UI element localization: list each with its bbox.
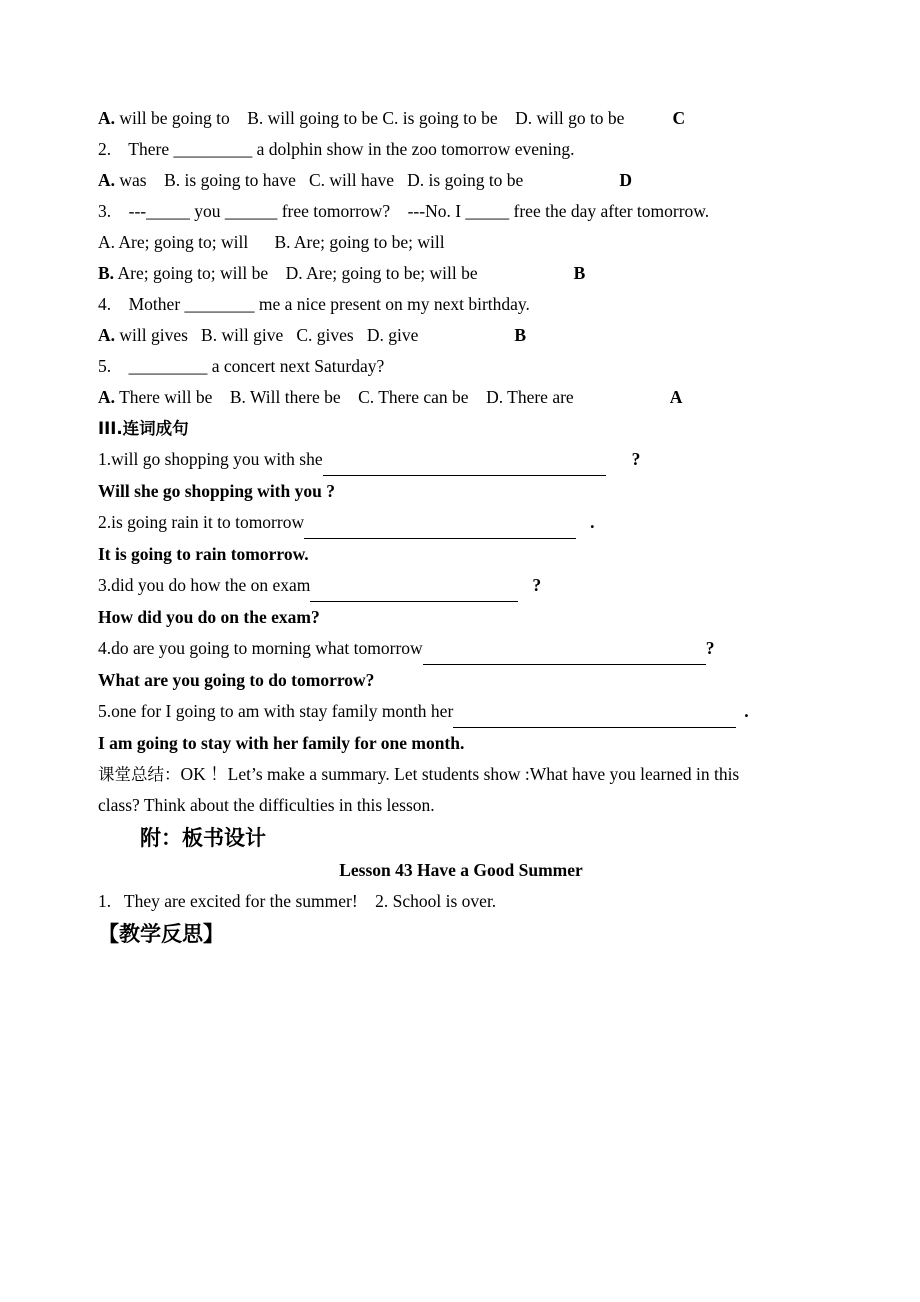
blackboard-design-text: 附：板书设计: [140, 826, 266, 850]
option-a-label-5: A.: [98, 387, 116, 407]
answer-4: B: [514, 325, 527, 345]
answer-1: C: [672, 108, 686, 128]
scramble-1-punct: ?: [631, 449, 641, 469]
section-heading-3-text: III.连词成句: [98, 419, 189, 438]
document-body: [98, 103, 824, 951]
scramble-5-blank: [453, 696, 736, 728]
lesson-title: Lesson 43 Have a Good Summer: [339, 860, 583, 880]
scramble-3-text: 3.did you do how the on exam: [98, 575, 311, 595]
question-2: 2. There _________ a dolphin show in the zoo tomorrow evening.: [98, 139, 575, 159]
scramble-4-answer-text: What are you going to do tomorrow?: [98, 670, 375, 690]
option-b-label-3: B.: [98, 263, 115, 283]
scramble-3-punct: ?: [532, 575, 542, 595]
reflection-heading-text: 【教学反思】: [98, 922, 224, 946]
scramble-4-answer: [98, 665, 824, 696]
blackboard-sentences: 1. They are excited for the summer! 2. School is over.: [98, 891, 497, 911]
answer-3: B: [573, 263, 586, 283]
scramble-5: [98, 696, 824, 728]
scramble-5-answer-text: I am going to stay with her family for one month.: [98, 733, 465, 753]
summary-paragraph: [98, 759, 824, 790]
question-5: 5. _________ a concert next Saturday?: [98, 356, 385, 376]
scramble-1-answer-text: Will she go shopping with you ?: [98, 481, 335, 501]
options-3b-text: Are; going to; will be D. Are; going to be; will be: [114, 263, 478, 283]
question-3: 3. ---_____ you ______ free tomorrow? ---No. I _____ free the day after tomorrow.: [98, 201, 710, 221]
scramble-2: [98, 507, 824, 539]
options-5: [98, 382, 824, 413]
options-4: [98, 320, 824, 351]
options-2-text: was B. is going to have C. will have D. is going to be: [115, 170, 524, 190]
scramble-3-blank: [310, 570, 518, 602]
scramble-4-punct: ?: [705, 638, 715, 658]
scramble-4-blank: [423, 633, 706, 665]
scramble-4-text: 4.do are you going to morning what tomorrow: [98, 638, 423, 658]
summary-text: OK ！Let’s make a summary. Let students show :What have you learned in this: [180, 764, 740, 784]
scramble-2-answer-text: It is going to rain tomorrow.: [98, 544, 309, 564]
answer-option-line-1: [98, 103, 824, 134]
option-a-label: A.: [98, 108, 116, 128]
scramble-3-answer: [98, 602, 824, 633]
options-3b: [98, 258, 824, 289]
scramble-5-text: 5.one for I going to am with stay family month her: [98, 701, 454, 721]
scramble-2-answer: [98, 539, 824, 570]
scramble-1-answer: [98, 476, 824, 507]
scramble-3-answer-text: How did you do on the exam?: [98, 607, 320, 627]
scramble-5-punct: .: [744, 701, 749, 721]
scramble-2-blank: [304, 507, 576, 539]
option-a-label-2: A.: [98, 170, 116, 190]
reflection-heading: [98, 917, 824, 951]
scramble-1-text: 1.will go shopping you with she: [98, 449, 323, 469]
section-heading-3: [98, 413, 824, 444]
scramble-4: [98, 633, 824, 665]
answer-5: A: [669, 387, 683, 407]
scramble-1: [98, 444, 824, 476]
scramble-5-answer: [98, 728, 824, 759]
summary-paragraph-cont: class? Think about the difficulties in this lesson.: [98, 795, 435, 815]
answer-2: D: [619, 170, 632, 190]
scramble-2-punct: .: [590, 512, 595, 532]
options-4-text: will gives B. will give C. gives D. give: [115, 325, 419, 345]
options-2: [98, 165, 824, 196]
options-5-text: There will be B. Will there be C. There can be D. There are: [115, 387, 574, 407]
scramble-1-blank: [323, 444, 606, 476]
option-line-1-text: will be going to B. will going to be C. is going to be D. will go to be: [115, 108, 625, 128]
question-4: 4. Mother ________ me a nice present on my next birthday.: [98, 294, 530, 314]
summary-label: 课堂总结：: [98, 765, 181, 784]
options-3a: A. Are; going to; will B. Are; going to be; will: [98, 232, 445, 252]
scramble-3: [98, 570, 824, 602]
option-a-label-4: A.: [98, 325, 116, 345]
blackboard-design-heading: [98, 821, 824, 855]
scramble-2-text: 2.is going rain it to tomorrow: [98, 512, 305, 532]
